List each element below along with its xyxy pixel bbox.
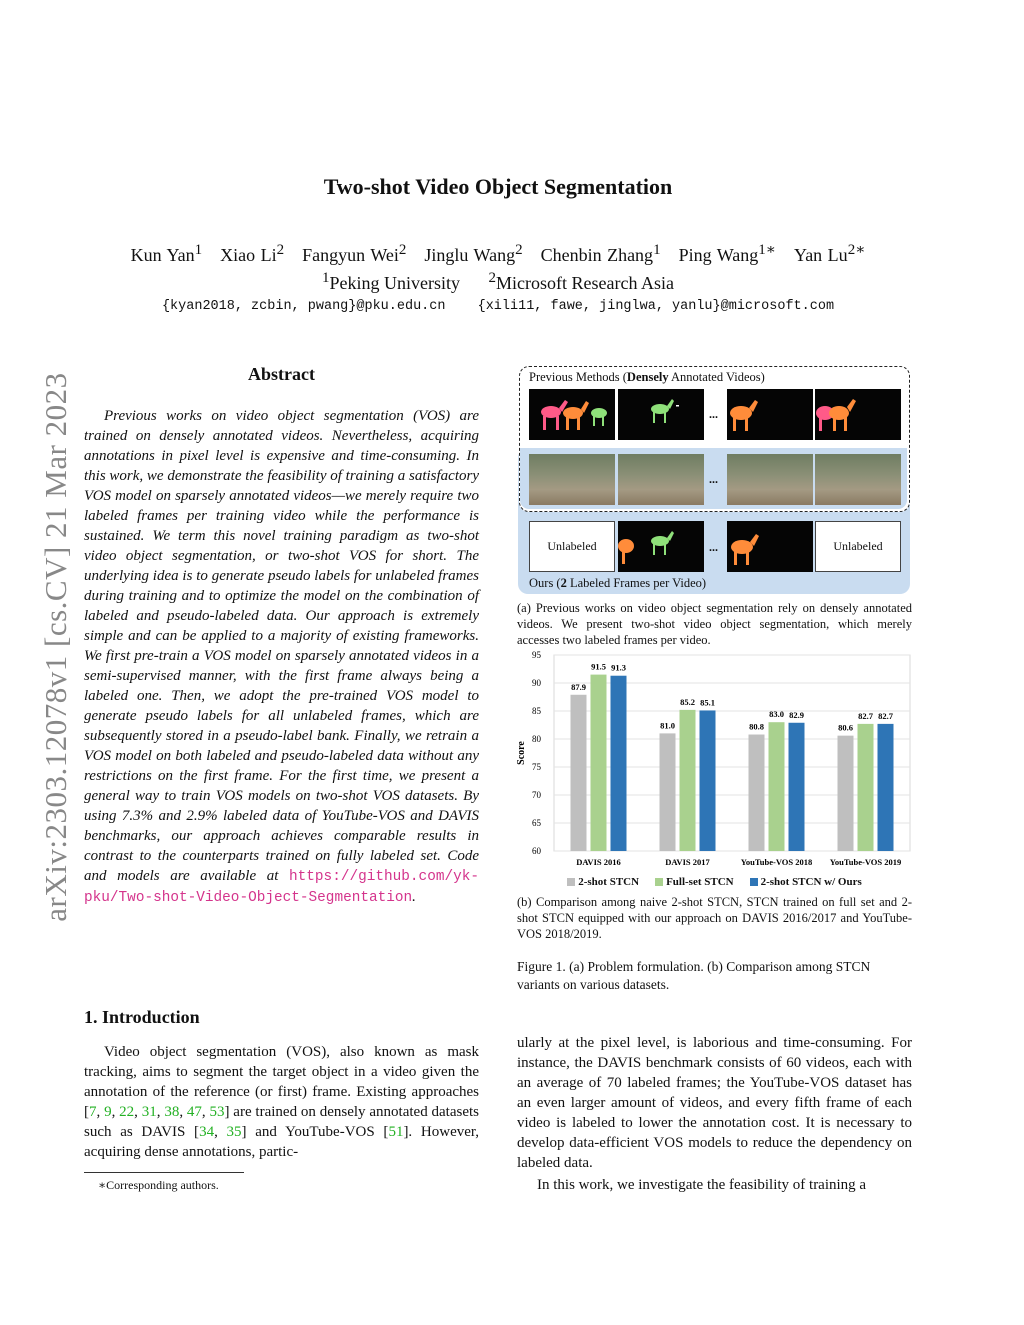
intro-paragraph: Video object segmentation (VOS), also known as mask tracking, aims to segment the target object in a video given the annotation of the reference (or first) frame. Existing approaches [7, 9, 22, 31, 38, 47, 53] are trained on densely annotated datasets such as DAVIS [34, 35] and YouTube-VOS [51]. However, acquiring dense annotations, partic- [84, 1044, 480, 1160]
labeled-frame-2 [727, 521, 813, 572]
citation-link[interactable]: 31 [141, 1104, 157, 1120]
emails [0, 299, 996, 314]
bar-value-label: 81.0 [660, 720, 675, 731]
unlabeled-frame-2: Unlabeled [815, 521, 901, 572]
legend-item [655, 876, 734, 888]
citation-link[interactable]: 22 [119, 1104, 135, 1120]
author-list [0, 240, 996, 266]
footnote: ∗Corresponding authors. [98, 1178, 219, 1192]
bar-value-label: 82.9 [789, 709, 804, 720]
bar-value-label: 91.3 [611, 662, 626, 673]
unlabeled-frame-1: Unlabeled [529, 521, 615, 572]
figure-caption: Figure 1. (a) Problem formulation. (b) Comparison among STCN variants on various datasets. [517, 959, 871, 992]
citation-link[interactable]: 7 [89, 1104, 97, 1120]
email-group-2: {xili11, fawe, jinglwa, yanlu}@microsoft.com [477, 299, 835, 314]
abstract-text: Previous works on video object segmentation (VOS) are trained on densely annotated videos. Nevertheless, acquiring annotations in pixel level is expensive and time-consuming. In this work, we demonstrate the feasibility of training a satisfactory VOS model on sparsely annotated videos—we merely require two labeled frames per training video while the performance is sustained. We term this novel training paradigm as two-shot video object segmentation, or two-shot VOS for short. The underlying idea is to generate pseudo labels for unlabeled frames during training and to optimize the model on the combination of labeled and pseudo-labeled data. Our approach is extremely simple and can be applied to a majority of existing frameworks. We first pre-train a VOS model on sparsely annotated videos in a semi-supervised manner, with the first frame always being a labeled one. Then, we adopt the pre-trained VOS model to generate pseudo labels for all unlabeled frames, which are subsequently stored in a pseudo-label bank. Finally, we retrain a VOS model on both labeled and pseudo-labeled data without any restrictions on the first frame. For the first time, we present a general way to train VOS models on two-shot VOS datasets. By using 7.3% and 2.9% labeled data of YouTube-VOS and DAVIS benchmarks, our approach achieves comparable results in contrast to the counterparts trained on fully labeled set. Code and models are available at [84, 408, 479, 884]
bar [591, 675, 607, 851]
abstract-body [84, 406, 479, 908]
chart-legend [517, 876, 912, 888]
bar [858, 724, 874, 851]
arxiv-identifier[interactable]: arXiv:2303.12078v1 [cs.CV] 21 Mar 2023 [38, 372, 73, 922]
author-name: Ping Wang$^{1∗}$ [678, 242, 776, 265]
intro-continued [517, 1033, 912, 1195]
author-name: Xiao Li$^2$ [220, 242, 285, 265]
intro-paragraph-continued: ularly at the pixel level, is laborious and time-consuming. For instance, the DAVIS benchmark consists of 60 videos, each with an average of 70 labeled frames; the YouTube-VOS dataset has an even larger amount of videos, and every fifth frame of each video is labeled to lower the annotation cost. It is necessary to develop data-efficient VOS models to reduce the dependency on labeled data. [517, 1035, 912, 1171]
legend-swatch [655, 878, 663, 886]
bar-value-label: 91.5 [591, 661, 606, 672]
bar [700, 710, 716, 851]
legend-item [567, 876, 639, 888]
citation-link[interactable]: 34 [199, 1124, 215, 1140]
y-tick-label: 60 [532, 846, 541, 856]
paper-title: Two-shot Video Object Segmentation [323, 174, 673, 199]
figure-caption-a: (a) Previous works on video object segmentation rely on densely annotated videos. We present two-shot video object segmentation, which merely accesses two labeled frames per video. [517, 601, 912, 647]
y-tick-label: 70 [532, 790, 541, 800]
y-axis-label: Score [516, 741, 527, 765]
bar-value-label: 80.6 [838, 722, 853, 733]
ours-label: Ours (2 Labeled Frames per Video) [529, 576, 707, 590]
intro-text: ] are trained on densely annotated datasets such as DAVIS [ [84, 1104, 479, 1140]
bar-value-label: 85.2 [680, 696, 695, 707]
bar [878, 724, 894, 851]
legend-label: 2-shot STCN [578, 876, 640, 888]
affiliations [0, 270, 996, 294]
bar [749, 735, 765, 851]
legend-label: Full-set STCN [666, 876, 734, 888]
bar-value-label: 85.1 [700, 697, 715, 708]
bar [789, 723, 805, 851]
intro-text: ] and YouTube-VOS [ [241, 1124, 389, 1140]
bar [571, 695, 587, 851]
y-tick-label: 90 [532, 678, 541, 688]
bar-value-label: 82.7 [858, 710, 873, 721]
citation-link[interactable]: 51 [388, 1124, 404, 1140]
citation-link[interactable]: 47 [186, 1104, 202, 1120]
intro-paragraph-2: In this work, we investigate the feasibility of training a [537, 1177, 867, 1193]
email-group-1: {kyan2018, zcbin, pwang}@pku.edu.cn [161, 299, 446, 314]
legend-swatch [750, 878, 758, 886]
y-tick-label: 80 [532, 734, 541, 744]
more-frames-ellipsis: ... [709, 540, 718, 554]
mask-frame-1 [529, 389, 615, 440]
bar-value-label: 83.0 [769, 709, 784, 720]
bar [680, 710, 696, 851]
score-bar-chart [514, 651, 914, 891]
x-category-label: DAVIS 2016 [576, 857, 621, 867]
labeled-frame-1 [618, 521, 704, 572]
legend-label: 2-shot STCN w/ Ours [760, 876, 862, 888]
section-heading-introduction: 1. Introduction [84, 1007, 200, 1027]
bar [838, 736, 854, 851]
x-category-label: YouTube-VOS 2019 [829, 857, 902, 867]
y-tick-label: 85 [532, 706, 541, 716]
more-frames-ellipsis: ... [709, 472, 718, 486]
intro-text: ]. However, acquiring dense annotations, partic- [84, 1124, 480, 1160]
y-tick-label: 75 [532, 762, 541, 772]
legend-item [750, 876, 862, 888]
affiliation-2: $^2$Microsoft Research Asia [488, 270, 674, 293]
y-tick-label: 95 [532, 651, 541, 660]
intro-text: Video object segmentation (VOS), also known as mask tracking, aims to segment the target object in a video given the annotation of the reference (or first) frame. Existing approaches [ [84, 1044, 479, 1120]
citation-link[interactable]: 35 [226, 1124, 242, 1140]
abstract-heading: Abstract [248, 364, 315, 384]
bar-value-label: 80.8 [749, 721, 764, 732]
mask-frame-4 [815, 389, 901, 440]
citation-link[interactable]: 9 [104, 1104, 112, 1120]
mask-frame-2 [618, 389, 704, 440]
y-tick-label: 65 [532, 818, 541, 828]
author-name: Jinglu Wang$^2$ [424, 242, 523, 265]
author-name: Kun Yan$^1$ [130, 242, 203, 265]
abstract-end: . [412, 889, 416, 905]
affiliation-1: $^1$Peking University [322, 270, 461, 293]
bar-value-label: 87.9 [571, 681, 586, 692]
citation-link[interactable]: 53 [209, 1104, 225, 1120]
code-link[interactable]: https://github.com/yk-pku/Two-shot-Video-Object-Segmentation [84, 869, 480, 906]
bar [611, 676, 627, 851]
video-frame-3 [727, 454, 813, 505]
author-name: Chenbin Zhang$^1$ [540, 242, 661, 265]
legend-swatch [567, 878, 575, 886]
bar [769, 722, 785, 851]
more-frames-ellipsis: ... [709, 407, 718, 421]
author-name: Yan $Lu^{2∗}$ [794, 242, 866, 265]
footnote-divider [84, 1172, 244, 1173]
video-frame-2 [618, 454, 704, 505]
x-category-label: DAVIS 2017 [665, 857, 710, 867]
previous-methods-label: Previous Methods (Densely Annotated Videos) [529, 370, 765, 384]
x-category-label: YouTube-VOS 2018 [740, 857, 813, 867]
bar-value-label: 82.7 [878, 710, 893, 721]
figure-caption-b: (b) Comparison among naive 2-shot STCN, STCN trained on full set and 2-shot STCN equipped with our approach on DAVIS 2016/2017 and YouTube-VOS 2018/2019. [517, 895, 912, 941]
bar [660, 733, 676, 851]
citation-link[interactable]: 38 [164, 1104, 180, 1120]
video-frame-4 [815, 454, 901, 505]
plot-frame [554, 655, 910, 851]
mask-frame-3 [727, 389, 813, 440]
author-name: Fangyun Wei$^2$ [302, 242, 407, 265]
video-frame-1 [529, 454, 615, 505]
